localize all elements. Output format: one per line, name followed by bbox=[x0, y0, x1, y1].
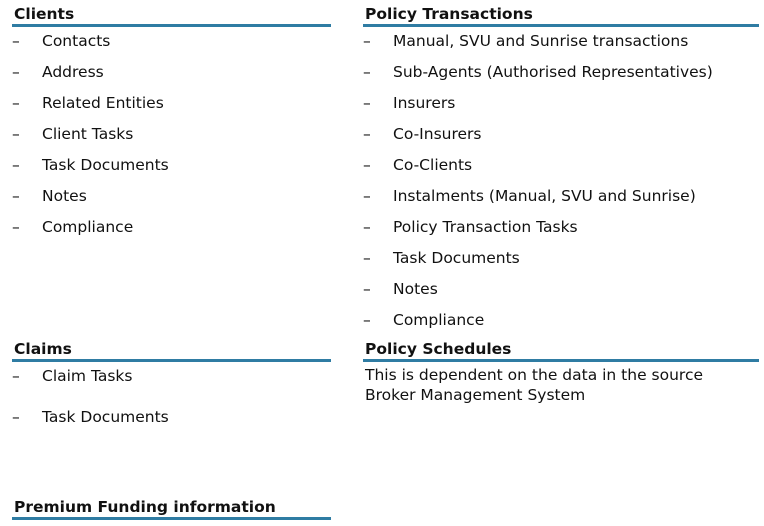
policy-transactions-section bbox=[363, 4, 759, 341]
list-item: – Client Tasks bbox=[12, 125, 134, 143]
list-item: – Manual, SVU and Sunrise transactions bbox=[363, 32, 689, 50]
list-item: – Related Entities bbox=[12, 94, 164, 112]
premium-funding-section bbox=[12, 497, 331, 520]
list-item: – Task Documents bbox=[363, 249, 520, 267]
policy-schedules-text bbox=[363, 365, 759, 405]
policy-schedules-section bbox=[363, 339, 759, 405]
list-item: – Policy Transaction Tasks bbox=[363, 218, 578, 236]
policy-transactions-heading: Policy Transactions bbox=[363, 4, 759, 27]
list-item: – Compliance bbox=[12, 218, 134, 236]
claims-list bbox=[12, 366, 331, 438]
list-item: – Co-Clients bbox=[363, 156, 473, 174]
policy-transactions-list bbox=[363, 31, 759, 341]
policy-schedules-line-1: This is dependent on the data in the source bbox=[365, 366, 704, 384]
list-item: – Notes bbox=[363, 280, 438, 298]
claims-heading: Claims bbox=[12, 339, 331, 362]
policy-schedules-line-2: Broker Management System bbox=[365, 386, 586, 404]
list-item: – Insurers bbox=[363, 94, 456, 112]
list-item: – Task Documents bbox=[12, 156, 169, 174]
list-item: – Task Documents bbox=[12, 408, 169, 426]
list-item: – Claim Tasks bbox=[12, 367, 133, 385]
list-item: – Compliance bbox=[363, 311, 485, 329]
claims-section bbox=[12, 339, 331, 438]
list-item: – Co-Insurers bbox=[363, 125, 482, 143]
clients-list bbox=[12, 31, 331, 248]
clients-section bbox=[12, 4, 331, 248]
list-item: – Address bbox=[12, 63, 104, 81]
list-item: – Contacts bbox=[12, 32, 111, 50]
list-item: – Sub-Agents (Authorised Representatives) bbox=[363, 63, 713, 81]
list-item: – Instalments (Manual, SVU and Sunrise) bbox=[363, 187, 696, 205]
list-item: – Notes bbox=[12, 187, 87, 205]
policy-schedules-heading: Policy Schedules bbox=[363, 339, 759, 362]
clients-heading: Clients bbox=[12, 4, 331, 27]
premium-funding-heading: Premium Funding information bbox=[12, 497, 331, 520]
